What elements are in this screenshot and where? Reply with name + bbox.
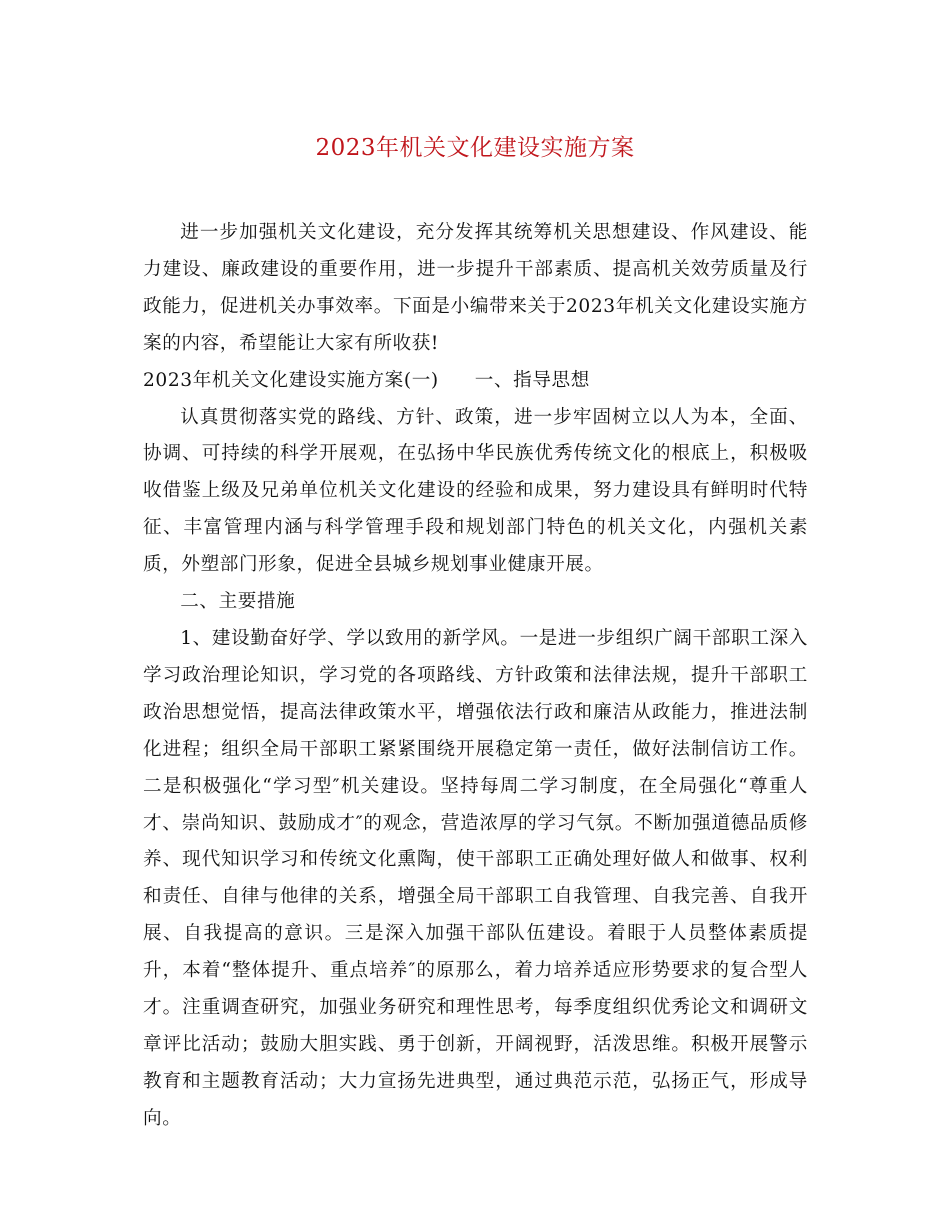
- document-body: [143, 215, 808, 1138]
- document-title: 2023年机关文化建设实施方案: [315, 135, 635, 161]
- section1-paragraph: 认真贯彻落实党的路线、方针、政策，进一步牢固树立以人为本，全面、协调、可持续的科学开展观，在弘扬中华民族优秀传统文化的根底上，积极吸收借鉴上级及兄弟单位机关文化建设的经验和成果，努力建设具有鲜明时代特征、丰富管理内涵与科学管理手段和规划部门特色的机关文化，内强机关素质，外塑部门形象，促进全县城乡规划事业健康开展。: [143, 406, 808, 576]
- section1-heading: 一、指导思想: [474, 369, 590, 391]
- intro-paragraph: 进一步加强机关文化建设，充分发挥其统筹机关思想建设、作风建设、能力建设、廉政建设的重要作用，进一步提升干部素质、提高机关效劳质量及行政能力，促进机关办事效率。下面是小编带来关于2023年机关文化建设实施方案的内容，希望能让大家有所收获!: [143, 222, 808, 354]
- section2-item1-paragraph: 1、建设勤奋好学、学以致用的新学风。一是进一步组织广阔干部职工深入学习政治理论知识，学习党的各项路线、方针政策和法律法规，提升干部职工政治思想觉悟，提高法律政策水平，增强依法行政和廉洁从政能力，推进法制化进程；组织全局干部职工紧紧围绕开展稳定第一责任，做好法制信访工作。二是积极强化“学习型″机关建设。坚持每周二学习制度，在全局强化“尊重人才、崇尚知识、鼓励成才″的观念，营造浓厚的学习气氛。不断加强道德品质修养、现代知识学习和传统文化熏陶，使干部职工正确处理好做人和做事、权利和责任、自律与他律的关系，增强全局干部职工自我管理、自我完善、自我开展、自我提高的意识。三是深入加强干部队伍建设。着眼于人员整体素质提升，本着“整体提升、重点培养″的原那么，着力培养适应形势要求的复合型人才。注重调查研究，加强业务研究和理性思考，每季度组织优秀论文和调研文章评比活动；鼓励大胆实践、勇于创新，开阔视野，活泼思维。积极开展警示教育和主题教育活动；大力宣扬先进典型，通过典范示范，弘扬正气，形成导向。: [143, 627, 808, 1129]
- plan-heading-line: [143, 363, 808, 400]
- plan-heading: 2023年机关文化建设实施方案(一): [143, 369, 439, 391]
- section2-heading: 二、主要措施: [180, 591, 296, 613]
